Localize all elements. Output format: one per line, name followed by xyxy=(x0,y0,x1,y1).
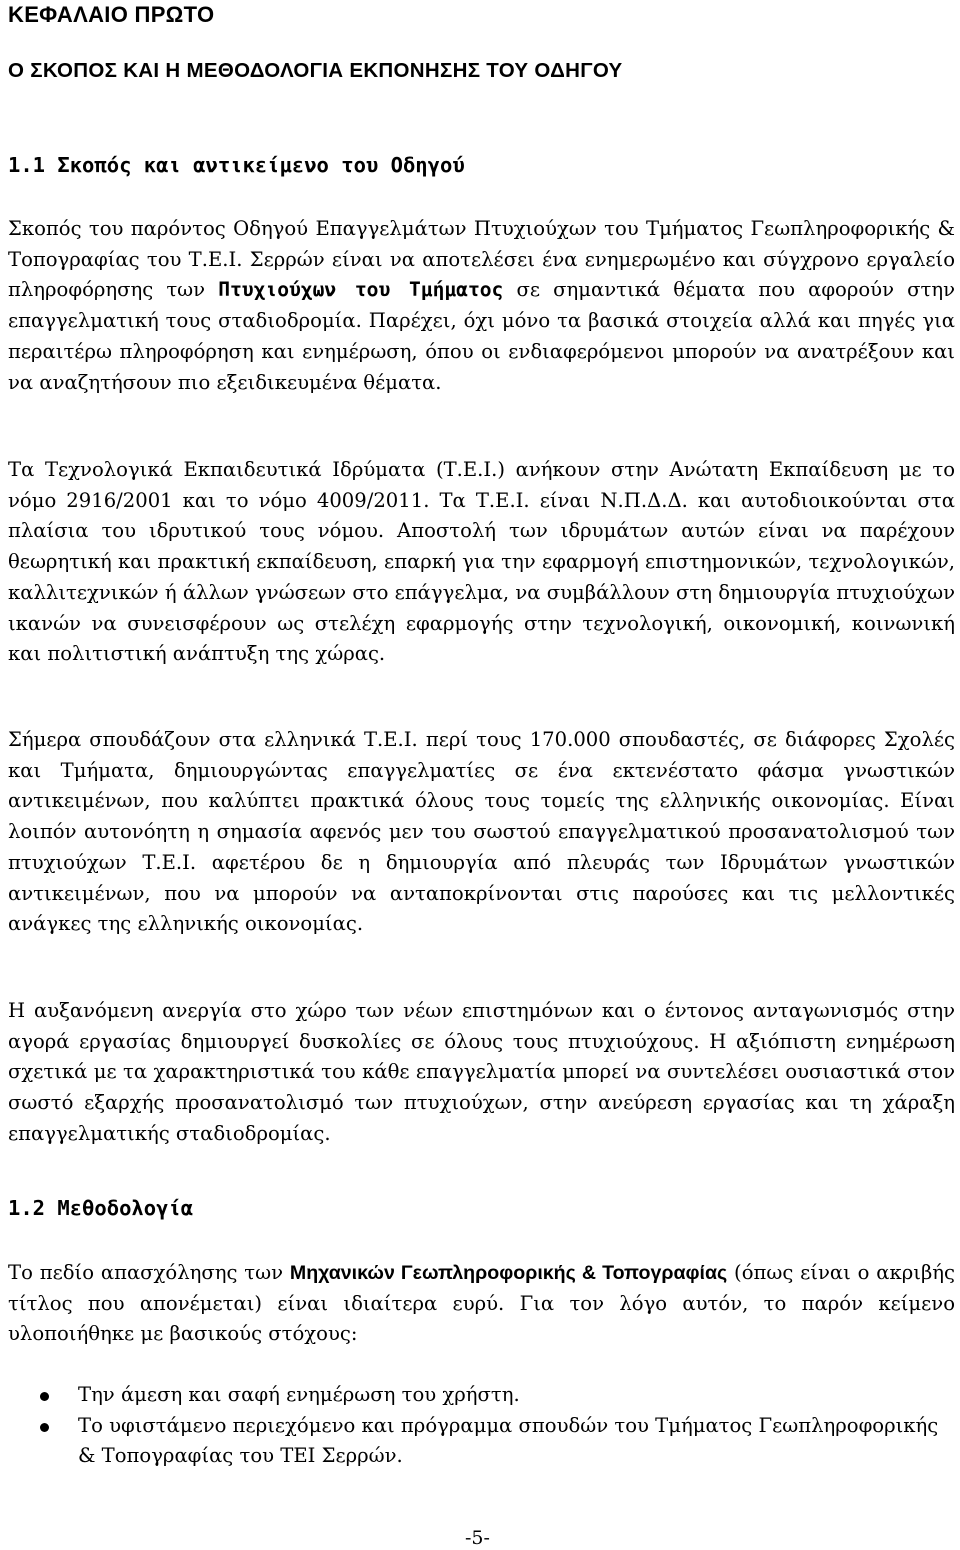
paragraph-purpose-text-b: σε σημαντικά θέματα που αφορούν στην επαγγελματική τους σταδιοδρομία. Παρέχει, όχι μόνο τα βασικά στοιχεία αλλά και πηγές για περαιτέρω πληροφόρηση και ενημέρωση, όπου οι ενδιαφερόμενοι μπορούν να ανατρέξουν και να αναζητήσουν πιο εξειδικευμένα θέματα. xyxy=(8,278,955,394)
goals-list xyxy=(8,1380,955,1472)
bullet-icon xyxy=(40,1423,49,1432)
paragraph-tei-institutions: Τα Τεχνολογικά Εκπαιδευτικά Ιδρύματα (Τ.Ε.Ι.) ανήκουν στην Ανώτατη Εκπαίδευση με το νόμο 2916/2001 και το νόμο 4009/2011. Τα Τ.Ε.Ι. είναι Ν.Π.Δ.Δ. και αυτοδιοικούνται στα πλαίσια του ιδρυτικού τους νόμου. Αποστολή των ιδρυμάτων αυτών είναι να παρέχουν θεωρητική και πρακτική εκπαίδευση, επαρκή για την εφαρμογή επιστημονικών, τεχνολογικών, καλλιτεχνικών ή άλλων γνώσεων στο επάγγελμα, να συμβάλλουν στη δημιουργία πτυχιούχων ικανών να συνεισφέρουν ως στελέχη εφαρμογής στην τεχνολογική, οικονομική, κοινωνική και πολιτιστική ανάπτυξη της χώρας. xyxy=(8,458,955,666)
graduates-emphasis: Πτυχιούχων του Τμήματος xyxy=(218,278,504,302)
paragraph-purpose xyxy=(8,214,955,398)
list-item xyxy=(8,1411,955,1472)
paragraph-methodology-text-a: Το πεδίο απασχόλησης των xyxy=(8,1261,290,1284)
section-heading-1-2: 1.2 Μεθοδολογία xyxy=(8,1196,194,1220)
chapter-subtitle: Ο ΣΚΟΠΟΣ ΚΑΙ Η ΜΕΘΟΔΟΛΟΓΙΑ ΕΚΠΟΝΗΣΗΣ ΤΟΥ ΟΔΗΓΟΥ xyxy=(8,59,623,82)
section-heading-1-1: 1.1 Σκοπός και αντικείμενο του Οδηγού xyxy=(8,153,465,177)
paragraph-students: Σήμερα σπουδάζουν στα ελληνικά Τ.Ε.Ι. περί τους 170.000 σπουδαστές, σε διάφορες Σχολές και Τμήματα, δημιουργώντας επαγγελματίες σε ένα εκτενέστατο φάσμα γνωστικών αντικειμένων, που καλύπτει πρακτικά όλους τους τομείς της ελληνικής οικονομίας. Είναι λοιπόν αυτονόητη η σημασία αφενός μεν του σωστού επαγγελματικού προσανατολισμού των πτυχιούχων Τ.Ε.Ι. αφετέρου δε η δημιουργία από πλευράς των Ιδρυμάτων γνωστικών αντικειμένων, που να μπορούν να ανταποκρίνονται στις παρούσες και τις μελλοντικές ανάγκες της ελληνικής οικονομίας. xyxy=(8,728,955,936)
paragraph-methodology xyxy=(8,1258,955,1350)
list-item xyxy=(8,1380,955,1411)
list-item-text: Το υφιστάμενο περιεχόμενο και πρόγραμμα σπουδών του Τμήματος Γεωπληροφορικής & Τοπογραφίας του ΤΕΙ Σερρών. xyxy=(78,1413,939,1468)
paragraph-purpose-text-a: Σκοπός του παρόντος Οδηγού Επαγγελμάτων Πτυχιούχων του Τμήματος Γεωπληροφορικής & Τοπογραφίας του Τ.Ε.Ι. Σερρών είναι να αποτελέσει ένα ενημερωμένο και σύγχρονο εργαλείο πληροφόρησης των xyxy=(8,217,955,302)
chapter-title: ΚΕΦΑΛΑΙΟ ΠΡΩΤΟ xyxy=(8,2,215,27)
list-item-text: Την άμεση και σαφή ενημέρωση του χρήστη. xyxy=(78,1383,520,1406)
paragraph-unemployment: Η αυξανόμενη ανεργία στο χώρο των νέων επιστημόνων και ο έντονος ανταγωνισμός στην αγορά εργασίας δημιουργεί δυσκολίες σε όλους τους πτυχιούχους. Η αξιόπιστη ενημέρωση σχετικά με τα χαρακτηριστικά του κάθε επαγγελματία μπορεί να συντελέσει ουσιαστικά στον σωστό εξαρχής προσανατολισμό των πτυχιούχων, στην ανεύρεση εργασίας και τη χάραξη επαγγελματικής σταδιοδρομίας. xyxy=(8,999,955,1145)
bullet-icon xyxy=(40,1392,49,1401)
paragraph-methodology-text-b: (όπως είναι ο ακριβής τίτλος που απονέμεται) είναι ιδιαίτερα ευρύ. Για τον λόγο αυτόν, το παρόν κείμενο υλοποιήθηκε με βασικούς στόχους: xyxy=(8,1261,955,1346)
engineers-emphasis: Μηχανικών Γεωπληροφορικής & Τοπογραφίας xyxy=(289,1262,728,1284)
page-number: -5- xyxy=(465,1527,490,1549)
